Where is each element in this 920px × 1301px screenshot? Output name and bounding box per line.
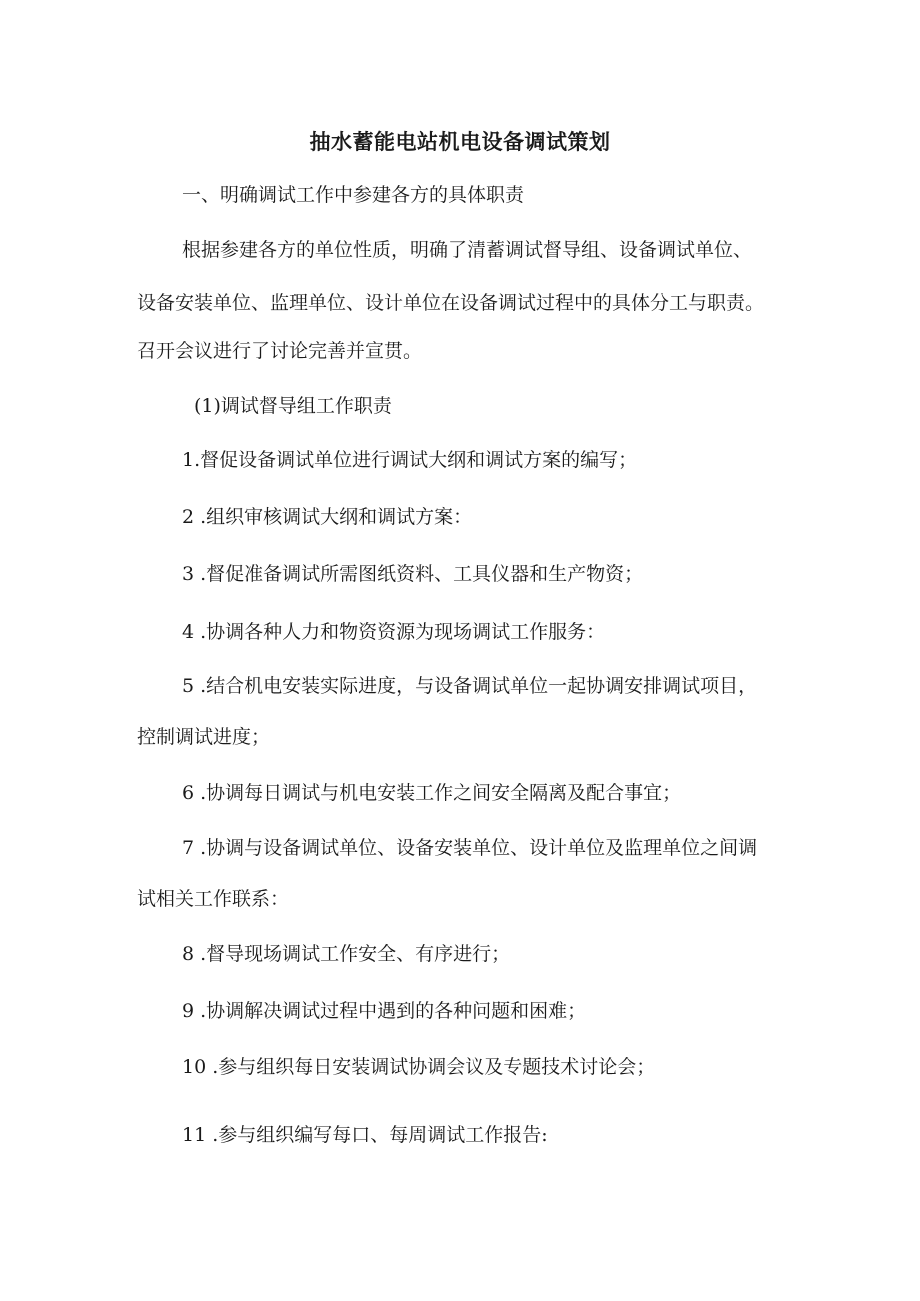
- list-item: 9 .协调解决调试过程中遇到的各种问题和困难；: [182, 1000, 587, 1022]
- section-heading: 一、明确调试工作中参建各方的具体职责: [182, 184, 525, 206]
- list-item: 11 .参与组织编写每口、每周调试工作报告:: [182, 1124, 548, 1146]
- list-item: 3 .督促准备调试所需图纸资料、工具仪器和生产物资；: [182, 563, 644, 585]
- intro-line: 设备安装单位、监理单位、设计单位在设备调试过程中的具体分工与职责。: [137, 292, 765, 314]
- list-item: 10 .参与组织每日安装调试协调会议及专题技术讨论会；: [182, 1056, 656, 1078]
- list-item: 7 .协调与设备调试单位、设备安装单位、设计单位及监理单位之间调: [182, 837, 758, 859]
- document-title: 抽水蓄能电站机电设备调试策划: [309, 130, 611, 154]
- list-item: 6 .协调每日调试与机电安装工作之间安全隔离及配合事宜；: [182, 782, 682, 804]
- list-item: 1.督促设备调试单位进行调试大纲和调试方案的编写；: [182, 449, 638, 471]
- intro-line: 根据参建各方的单位性质，明确了清蓄调试督导组、设备调试单位、: [182, 239, 753, 261]
- list-item: 4 .协调各种人力和物资资源为现场调试工作服务：: [182, 621, 606, 643]
- intro-line: 召开会议进行了讨论完善并宣贯。: [137, 340, 423, 362]
- list-item: 8 .督导现场调试工作安全、有序进行；: [182, 943, 511, 965]
- list-item-continuation: 试相关工作联系：: [137, 888, 290, 910]
- subheading: (1)调试督导组工作职责: [194, 395, 392, 417]
- list-item: 2 .组织审核调试大纲和调试方案：: [182, 506, 473, 528]
- list-item: 5 .结合机电安装实际进度，与设备调试单位一起协调安排调试项目，: [182, 675, 758, 697]
- list-item-continuation: 控制调试进度；: [137, 726, 271, 748]
